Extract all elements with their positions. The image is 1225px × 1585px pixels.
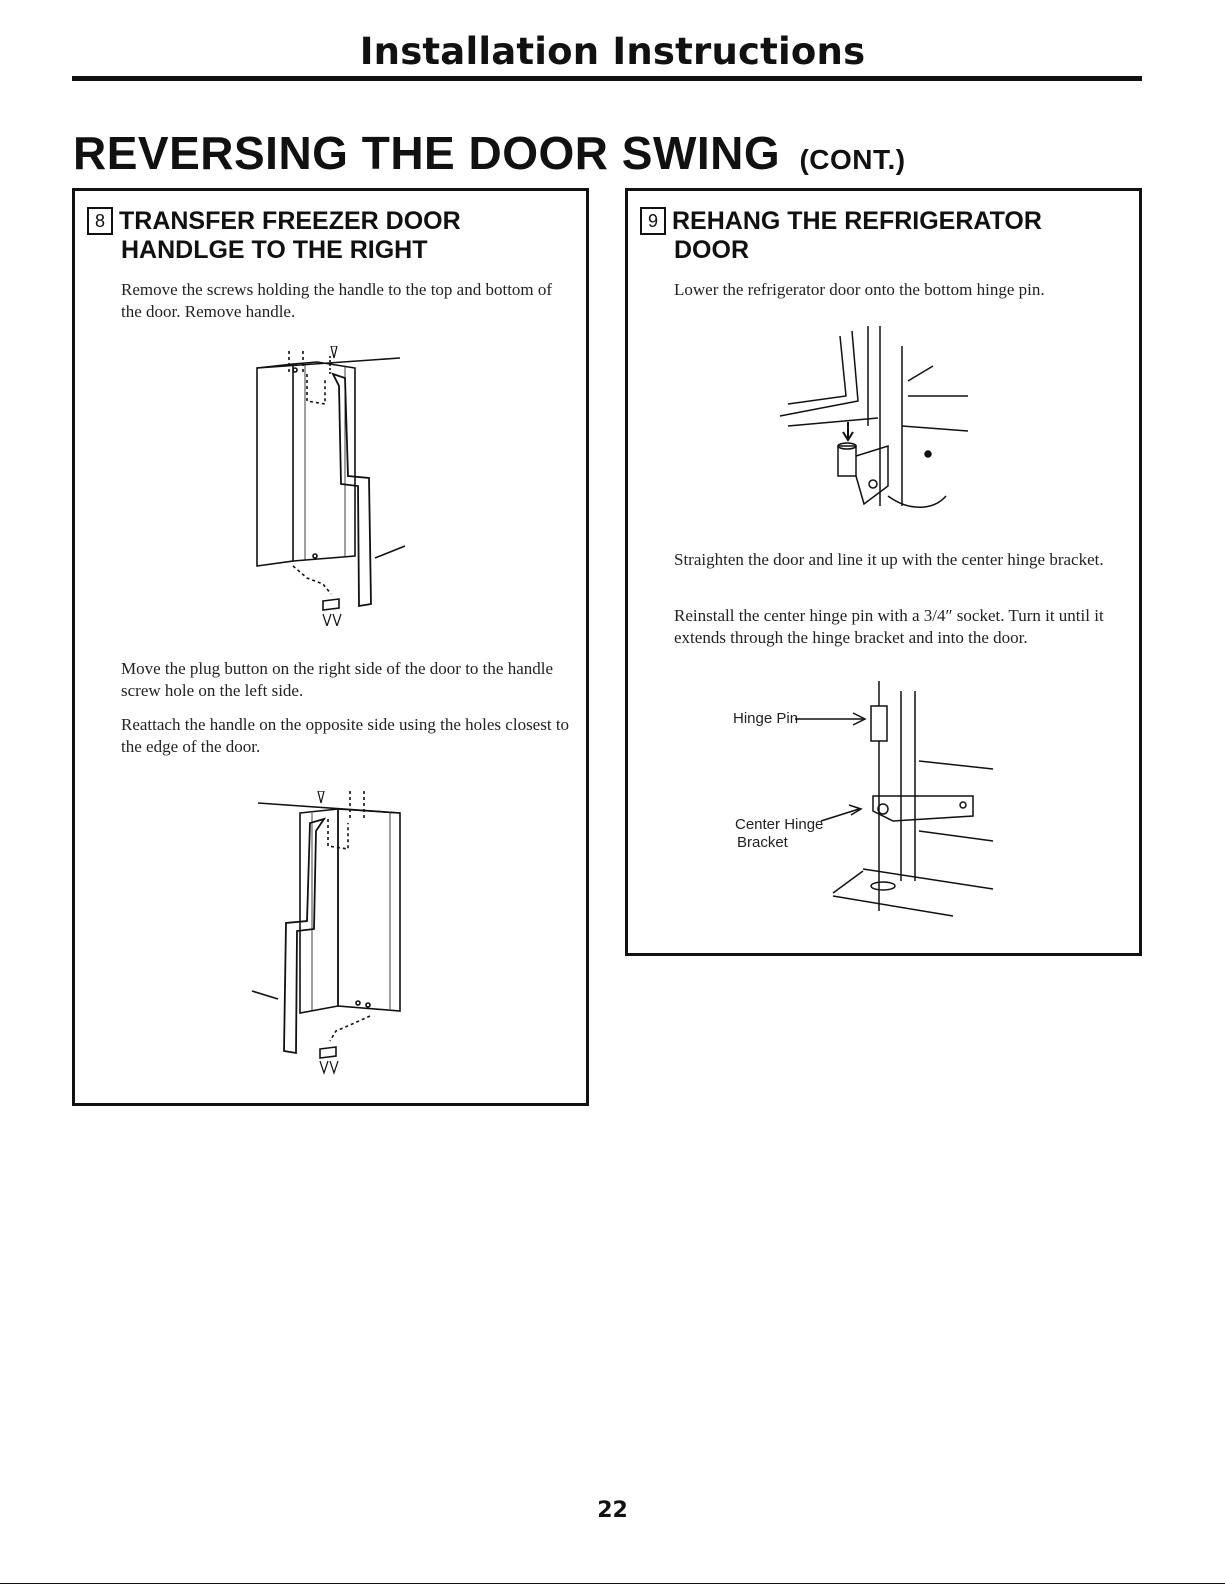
step-9-number: 9 [640,207,666,235]
door-lowering-illustration [768,326,978,526]
hinge-pin-label: Hinge Pin [733,710,799,727]
handle-reattach-illustration [250,791,430,1076]
page-number: 22 [597,1498,628,1523]
section-title-suffix: (CONT.) [799,144,906,175]
handle-removal-illustration [245,346,425,626]
step-9-title-line1: REHANG THE REFRIGERATOR [672,207,1042,235]
step-8-para-3: Reattach the handle on the opposite side using the holes closest to the edge of the door. [121,715,570,756]
bottom-rule [0,1583,1225,1584]
header-rule [72,76,1142,81]
step-9-para-2: Straighten the door and line it up with the center hinge bracket. [674,550,1104,569]
step-9-box [625,188,1142,956]
page-header-title: Installation Instructions [359,30,866,73]
step-8-title-line1: TRANSFER FREEZER DOOR [119,207,461,235]
center-hinge-illustration [723,681,1023,941]
step-9-para-3: Reinstall the center hinge pin with a 3/4″ socket. Turn it until it extends through the hinge bracket and into the door. [674,606,1104,647]
center-hinge-label-line2: Bracket [737,834,788,851]
step-9-title-line2: DOOR [674,236,749,264]
section-title [73,126,906,180]
step-8-number: 8 [87,207,113,235]
section-title-text: REVERSING THE DOOR SWING [73,127,781,179]
step-8-title-line2: HANDLGE TO THE RIGHT [121,236,428,264]
step-9-heading [640,207,1120,265]
step-8-box [72,188,589,1106]
center-hinge-label-line1: Center Hinge [735,816,824,833]
step-8-heading [87,207,567,265]
step-9-para-1: Lower the refrigerator door onto the bottom hinge pin. [674,280,1045,299]
step-8-para-2: Move the plug button on the right side of the door to the handle screw hole on the left side. [121,659,554,700]
step-8-para-1: Remove the screws holding the handle to the top and bottom of the door. Remove handle. [121,280,553,321]
